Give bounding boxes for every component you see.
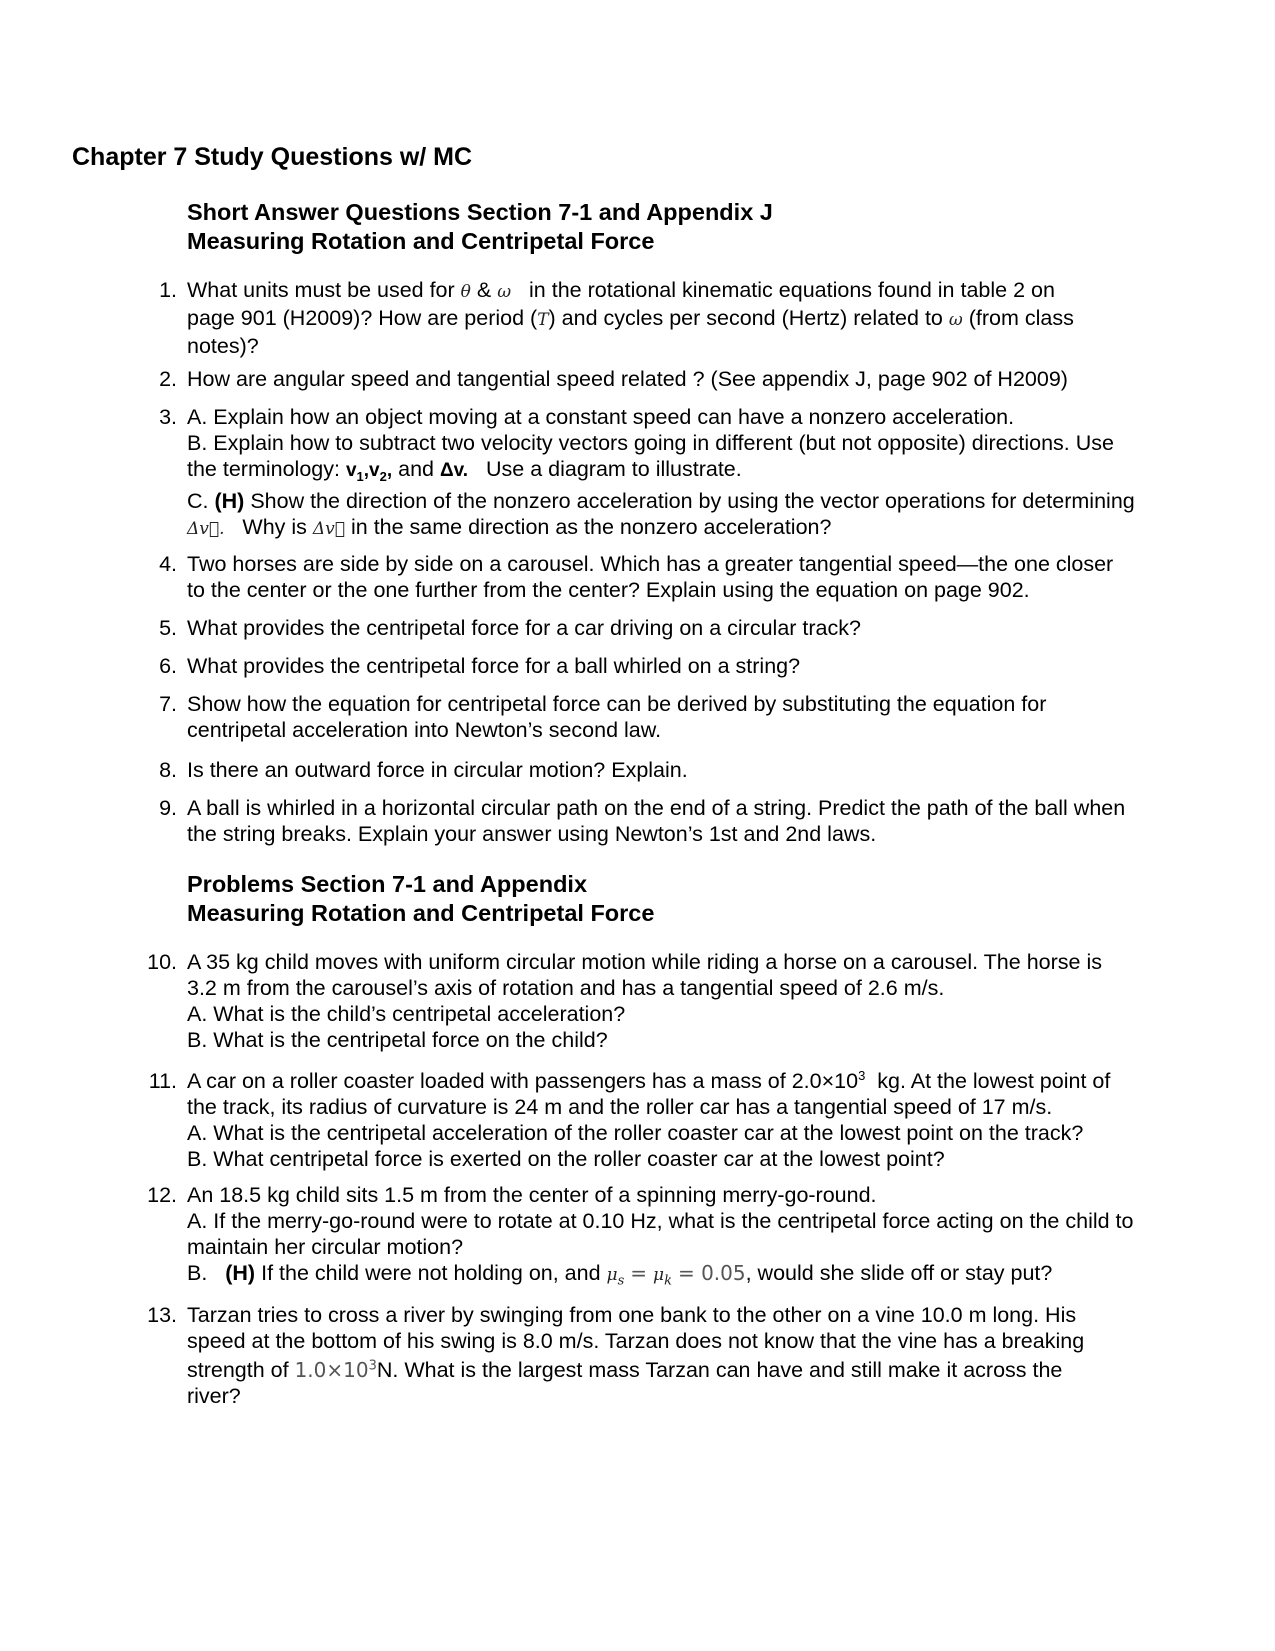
friction-value: = 0.05 <box>677 1261 746 1285</box>
page-title: Chapter 7 Study Questions w/ MC <box>72 143 473 171</box>
question-text: kg. At the lowest point of <box>877 1069 1111 1093</box>
question-line: to the center or the one further from the center? Explain using the equation on page 902. <box>187 578 1030 602</box>
period-symbol: T <box>537 310 549 330</box>
question-number: 8. <box>159 758 177 782</box>
question-line: Two horses are side by side on a carousel. Which has a greater tangential speed—the one closer <box>187 552 1114 576</box>
friction-coefficient-symbol: $\mu_k$ <box>653 1265 672 1289</box>
question-line <box>187 514 1207 542</box>
question-line: An 18.5 kg child sits 1.5 m from the center of a spinning merry-go-round. <box>187 1183 877 1207</box>
question-text: C. <box>187 489 209 513</box>
question-text: strength of <box>187 1358 289 1382</box>
question-number: 9. <box>159 796 177 820</box>
question-11 <box>148 1067 1207 1172</box>
question-line: B. What centripetal force is exerted on the roller coaster car at the lowest point? <box>187 1147 945 1171</box>
question-line <box>187 488 1207 514</box>
question-8 <box>159 757 1207 783</box>
omega-symbol: ω <box>497 282 512 302</box>
section-heading-problems <box>187 870 654 928</box>
question-number: 2. <box>159 367 177 391</box>
question-line <box>187 456 1207 484</box>
question-7 <box>159 691 1207 743</box>
question-13 <box>147 1302 1207 1409</box>
exponent: 3 <box>858 1067 866 1083</box>
question-line: 3.2 m from the carousel’s axis of rotation and has a tangential speed of 2.6 m/s. <box>187 976 945 1000</box>
question-text: If the child were not holding on, and <box>261 1261 601 1285</box>
question-text: , would she slide off or stay put? <box>745 1261 1053 1285</box>
question-number: 10. <box>147 950 177 974</box>
question-line: B. Explain how to subtract two velocity vectors going in different (but not opposite) directions. Use <box>187 431 1114 455</box>
question-line <box>187 1357 1207 1383</box>
question-number: 12. <box>147 1183 177 1207</box>
question-12 <box>147 1182 1207 1289</box>
question-text: A car on a roller coaster loaded with passengers has a mass of 2.0×10 <box>187 1069 859 1093</box>
question-line: centripetal acceleration into Newton’s second law. <box>187 718 662 742</box>
question-line: Tarzan tries to cross a river by swinging from one bank to the other on a vine 10.0 m long. His <box>187 1303 1077 1327</box>
question-line: What provides the centripetal force for a ball whirled on a string? <box>187 654 801 678</box>
section-heading-short-answer <box>187 198 773 256</box>
question-4 <box>159 551 1207 603</box>
question-1 <box>159 277 1207 359</box>
question-line: B. What is the centripetal force on the child? <box>187 1028 608 1052</box>
question-number: 3. <box>159 405 177 429</box>
question-number: 4. <box>159 552 177 576</box>
question-3 <box>159 404 1207 542</box>
question-9 <box>159 795 1207 847</box>
question-number: 13. <box>147 1303 177 1327</box>
question-line: A. What is the centripetal acceleration of the roller coaster car at the lowest point on the track? <box>187 1121 1084 1145</box>
question-line <box>187 1260 1207 1288</box>
question-line: Is there an outward force in circular motion? Explain. <box>187 758 688 782</box>
question-line: What provides the centripetal force for a car driving on a circular track? <box>187 616 861 640</box>
question-text: in the rotational kinematic equations found in table 2 on <box>529 278 1055 302</box>
theta-symbol: θ <box>460 282 471 302</box>
question-text: Show the direction of the nonzero acceleration by using the vector operations for determining <box>250 489 1135 513</box>
question-line: the string breaks. Explain your answer using Newton’s 1st and 2nd laws. <box>187 822 877 846</box>
question-line: How are angular speed and tangential speed related ? (See appendix J, page 902 of H2009) <box>187 367 1068 391</box>
question-line: A. What is the child’s centripetal acceleration? <box>187 1002 626 1026</box>
question-2 <box>159 366 1207 392</box>
question-5 <box>159 615 1207 641</box>
question-6 <box>159 653 1207 679</box>
velocity-vectors-symbol: $v_1,v_2$, <box>345 460 393 484</box>
question-text: the terminology: <box>187 457 340 481</box>
question-text: N. What is the largest mass Tarzan can have and still make it across the <box>376 1358 1063 1382</box>
question-text: and <box>398 457 434 481</box>
honors-marker: (H) <box>214 489 245 513</box>
question-line: A. Explain how an object moving at a constant speed can have a nonzero acceleration. <box>187 405 1015 429</box>
question-line: A. If the merry-go-round were to rotate at 0.10 Hz, what is the centripetal force acting on the child to <box>187 1209 1134 1233</box>
question-line: river? <box>187 1384 241 1408</box>
question-line: notes)? <box>187 334 259 358</box>
section-heading-line: Measuring Rotation and Centripetal Force <box>187 228 655 254</box>
question-number: 6. <box>159 654 177 678</box>
question-text: Why is <box>242 515 307 539</box>
equals-sign: = <box>630 1261 648 1285</box>
question-line <box>187 305 1207 333</box>
question-text: B. <box>187 1261 208 1285</box>
question-text: ) and cycles per second (Hertz) related to <box>548 306 943 330</box>
question-text: What units must be used for <box>187 278 455 302</box>
question-number: 11. <box>148 1069 177 1093</box>
question-number: 1. <box>159 278 177 302</box>
breaking-strength-mantissa: 1.0×10 <box>294 1358 369 1382</box>
question-text: Use a diagram to illustrate. <box>486 457 742 481</box>
omega-symbol: ω <box>948 310 963 330</box>
question-number: 7. <box>159 692 177 716</box>
section-heading-line: Measuring Rotation and Centripetal Force <box>187 900 655 926</box>
question-text: in the same direction as the nonzero acceleration? <box>350 515 832 539</box>
section-heading-line: Short Answer Questions Section 7-1 and Appendix J <box>187 199 773 225</box>
question-10 <box>147 949 1207 1053</box>
question-number: 5. <box>159 616 177 640</box>
delta-v-vector-symbol: Δv⃗ <box>312 519 345 539</box>
breaking-strength-value <box>295 1358 377 1382</box>
question-line <box>187 1068 1207 1094</box>
delta-v-vector-symbol: Δv⃗. <box>187 519 225 539</box>
question-line: A ball is whirled in a horizontal circular path on the end of a string. Predict the path of the ball when <box>187 796 1126 820</box>
question-line: What units must be used for θ & ω in the rotational kinematic equations found in table 2 on <box>187 278 1055 302</box>
friction-coefficient-symbol: $\mu_s$ <box>606 1265 625 1289</box>
question-text: page 901 (H2009)? How are period ( <box>187 306 538 330</box>
section-heading-line: Problems Section 7-1 and Appendix <box>187 871 588 897</box>
question-text: (from class <box>968 306 1074 330</box>
honors-marker: (H) <box>225 1261 256 1285</box>
question-line: the track, its radius of curvature is 24 m and the roller car has a tangential speed of 17 m/s. <box>187 1095 1053 1119</box>
question-line: Show how the equation for centripetal force can be derived by substituting the equation for <box>187 692 1047 716</box>
delta-v-symbol: Δv. <box>439 460 469 481</box>
question-line: A 35 kg child moves with uniform circular motion while riding a horse on a carousel. The horse is <box>187 950 1102 974</box>
question-line: maintain her circular motion? <box>187 1235 464 1259</box>
question-line: speed at the bottom of his swing is 8.0 m/s. Tarzan does not know that the vine has a breaking <box>187 1329 1085 1353</box>
exponent: 3 <box>368 1358 377 1374</box>
